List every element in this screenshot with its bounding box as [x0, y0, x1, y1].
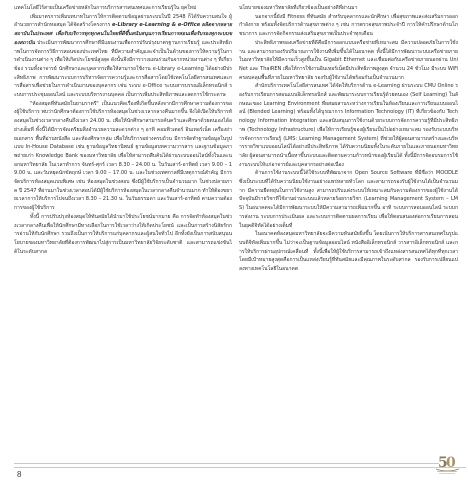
paragraph-text: ด้านการใช้งานระบบนี้ได้ใช้ระบบที่พัฒนาจาก Open Source Software ที่มีชื่อว่า MOODLE ซึ่งเป็นระบบที่ได้รับความนิยมใช้งานอย่างแพร่หลายทั่วโลก และสามารถรองรับผู้ใช้งานได้เป็นจำนวนมาก มีความยืดหยุ่นในการใช้งานสูง สามารถปรับแต่งระบบให้เหมาะสมกับความต้องการของผู้ใช้งานได้ ปัจจุบันมีรายวิชาที่ใช้งานผ่านระบบแล้วหลายร้อยรายวิชา (Learning Management System – LMS) ในอนาคตจะได้มีการพัฒนาระบบให้มีความสามารถเพิ่มมากขึ้น อาทิ ระบบการสอบออนไลน์ ระบบการส่งงาน ระบบการประเมินผล และระบบการติดตามผลการเรียน เพื่อให้ตอบสนองต่อการเรียนการสอนในยุคดิจิทัลได้อย่างเต็มที่	[239, 170, 458, 229]
footer-divider-top	[14, 463, 439, 464]
paragraph	[239, 169, 458, 230]
paragraph-text: ในอนาคตห้องสมุดมหาวิทยาลัยจะมีความทันสมัยยิ่งขึ้น โดยเน้นการให้บริการสารสนเทศในรูปแบบดิจิทัลเพิ่มมากขึ้น ไม่ว่าจะเป็นฐานข้อมูลออนไลน์ หนังสืออิเล็กทรอนิกส์ วารสารอิเล็กทรอนิกส์ และการให้บริการผ่านอุปกรณ์เคลื่อนที่ ทั้งนี้เพื่อให้ผู้ใช้บริการสามารถเข้าถึงแหล่งสารสนเทศได้ทุกที่ทุกเวลา โดยมีเป้าหมายสูงสุดคือการเป็นแหล่งเรียนรู้ที่ทันสมัยและมีคุณภาพในระดับสากล รองรับการเปลี่ยนแปลงทางเทคโนโลยีในอนาคต	[239, 231, 458, 273]
project-title: e-Library e-Learning & e-Office	[112, 22, 201, 29]
paragraph-text: "ห้องสมุดที่ทันสมัยในยามราตรี" เป็นแนวคิดเรื่องที่เกิดขึ้นหลังจากมีการศึกษาความต้องการของผู้ใช้บริการ พบว่านักศึกษาต้องการใช้บริการห้องสมุดในช่วงเวลากลางคืนมากขึ้น จึงได้เปิดให้บริการห้องสมุดในช่วงเวลากลางคืนถึงเวลา 24.00 น. เพื่อให้นักศึกษาสามารถค้นคว้าและศึกษาด้วยตนเองได้อย่างเต็มที่ ทั้งนี้ได้มีการจัดเตรียมสิ่งอำนวยความสะดวกต่าง ๆ อาทิ คอมพิวเตอร์ อินเทอร์เน็ต เครื่องถ่ายเอกสาร พื้นที่อ่านหนังสือ และห้องศึกษากลุ่ม เพื่อให้บริการอย่างครบถ้วน มีการจัดทำฐานข้อมูลในรูปแบบ In-House Database เช่น ฐานข้อมูลวิทยานิพนธ์ ฐานข้อมูลบทความวารสาร และฐานข้อมูลภาพถ่ายเก่า Knowledge Bank ของมหาวิทยาลัย เพื่อให้สามารถสืบค้นได้ผ่านระบบออนไลน์ทั้งในและนอกมหาวิทยาลัย ในเวลาทำการ จันทร์-ศุกร์ เวลา 8.30 – 24.00 น. ในวันเสาร์-อาทิตย์ เวลา 9.00 – 19.00 น. และวันหยุดนักขัตฤกษ์ เวลา 9.00 – 17.00 น. และในช่วงเทศกาลที่มีเหตุการณ์สำคัญ มีการจัดบริการห้องสมุดแบบพิเศษ เช่น ห้องสมุดในช่วงสอบ ซึ่งมีผู้ใช้บริการเป็นจำนวนมาก ในช่วงปลายภาค ปี 2547 ที่ผ่านมาในช่วงเวลาสอบได้มีผู้ใช้บริการห้องสมุดในเวลากลางคืนจำนวนมาก ทำให้ต้องขยายเวลาการให้บริการไปจนถึงเวลา 8.30 – 21.30 น. ในวันธรรมดา และวันเสาร์-อาทิตย์ ตามความต้องการของผู้ใช้บริการ	[14, 100, 232, 212]
paragraph	[239, 230, 458, 274]
paragraph	[14, 100, 232, 213]
anniversary-logo-icon	[432, 452, 462, 476]
paragraph-text: ประเมินการพัฒนาการศึกษาที่มีแผนงานเพื่อการปรับปรุงมาตรฐานการเรียนรู้ และประสิทธิภาพในการจัดการวิธีการสอนของประเทศไทย ที่มีความสำคัญและจำเป็นในด้านของการให้ความรู้ในการดำเนินงานต่าง ๆ เพื่อให้เกิดประโยชน์สูงสุด ดังนั้นจึงมีการวางแผนร่วมกันจากหน่วยงานต่าง ๆ ที่เกี่ยวข้อง รวมทั้งอาจารย์ นักศึกษาและบุคลากรเพื่อให้สามารถใช้งาน e-Library e-Learning ได้อย่างมีประสิทธิภาพ	[14, 39, 232, 81]
paragraph	[239, 4, 458, 13]
paragraph	[14, 13, 232, 100]
page-number: 8	[17, 470, 22, 479]
right-text-column	[239, 4, 458, 274]
paragraph	[239, 82, 458, 169]
paragraph	[14, 213, 232, 257]
paragraph-text: แทคโนโลยีไร้สายเป็นเครือข่ายหลักในการบริการสารสนเทศและการเรียนรู้ใน ยุคใหม่	[14, 5, 197, 11]
project-subtitle: ผลิตจากหลายสถาบันในประเทศ เพื่อรับบริการทุกทุกคนในไทยที่ดีขึ้นสนับสนุนการเรียนการสอนเพื่อรับรองทุกระบบของสถาบัน	[14, 22, 232, 46]
paragraph	[239, 13, 458, 39]
paragraph-text: สำนักบริการเทคโนโลยีสารสนเทศ ได้จัดให้บริการด้าน e-Learning ผ่านระบบ CMU Online รองรับการเรียนการสอนแบบอิเล็กทรอนิกส์ และพัฒนาระบบการเรียนรู้ด้วยตนเอง (Self Learning) ในลักษณะของ Learning Environment ที่ผสมผสานระหว่างการเรียนในห้องเรียนและการเรียนแบบออนไลน์ (Blended Learning) พร้อมทั้งได้บูรณาการ Information Technology (IT) ที่เกี่ยวข้องกับ Technology Information Integration และสนับสนุนการใช้งานด้วยระบบการจัดการความรู้ที่มีประสิทธิภาพ (Technology Infrastructure) เพื่อให้การเรียนรู้ของผู้เรียนเป็นไปอย่างเหมาะสม รองรับระบบบริหารจัดการการเรียนรู้ (LMS: Learning Management System) ที่ช่วยให้ผู้สอนสามารถสร้างและบริหารรายวิชาแบบออนไลน์ได้อย่างมีประสิทธิภาพ ได้รับความนิยมทั้งในระดับภายในและภายนอกมหาวิทยาลัย ผู้สอนสามารถนำเนื้อหาขึ้นระบบและติดตามความก้าวหน้าของผู้เรียนได้ ทั้งนี้มีการจัดอบรมการใช้งานระบบให้แก่อาจารย์และบุคลากรอย่างต่อเนื่อง	[239, 83, 458, 168]
svg-text:5: 5	[438, 455, 448, 471]
paragraph-text: นโยบายของมหาวิทยาลัยที่เกี่ยวข้องเป็นอย่างดีที่ผ่านมา	[239, 5, 358, 11]
footer-divider	[14, 467, 466, 468]
paragraph-text: เพิ่มมาตรการเพิ่มบทบาทในการให้การติดตามข้อมูลผ่านระบบในปี 2548 ก็ได้รับความสนใจ ผู้อำนวยการสำนักหอสมุด ได้จัดสร้างโครงการ	[14, 13, 232, 29]
paragraph-text: ทั้งนี้ การปรับปรุงห้องสมุดให้ทันสมัยได้นำมาใช้ประโยชน์มากมาย คือ การจัดทำห้องสมุดในช่วงเวลากลางคืนเพื่อให้นักศึกษามีทางเลือกในการใช้เวลาว่างให้เกิดประโยชน์ และเป็นการสร้างนิสัยรักการอ่านให้กับนักศึกษา รวมถึงเป็นการให้บริการแก่บุคลากรและผู้สนใจทั่วไป อีกทั้งยังเป็นการสนับสนุนนโยบายของมหาวิทยาลัยที่ต้องการพัฒนาไปสู่การเป็นมหาวิทยาลัยวิจัยระดับชาติ และสามารถแข่งขันได้ในระดับสากล	[14, 213, 232, 255]
paragraph	[14, 4, 232, 13]
paragraph-text: ประสิทธิภาพของเครือข่ายที่ดีคือมีการออกแบบเครือข่ายที่เหมาะสม มีความปลอดภัยในการใช้งาน และสามารถรองรับปริมาณการใช้งานที่เพิ่มขึ้นได้ในอนาคต ทั้งนี้ได้มีการพัฒนาระบบเครือข่ายภายในมหาวิทยาลัยให้มีความเร็วสูงขึ้นเป็น Gigabit Ethernet และเชื่อมต่อกับเครือข่ายภายนอกผ่าน UniNet และ ThaiREN เพื่อให้การใช้งานอินเทอร์เน็ตมีประสิทธิภาพสูงสุด จำนวน 24 ชั่วโมง มีระบบ WiFi ครอบคลุมพื้นที่ภายในมหาวิทยาลัย รองรับผู้ใช้งานได้พร้อมกันเป็นจำนวนมาก	[239, 39, 458, 81]
paragraph-text: นอกจากนี้ยังมี Fitness ที่ทันสมัย สำหรับบุคลากรและนักศึกษา เพื่อสุขภาพและส่งเสริมการออกกำลังกาย พร้อมทั้งจัดบริการด้านสุขภาพต่าง ๆ เช่น การตรวจสุขภาพประจำปี การให้คำปรึกษาด้านโภชนาการ และการจัดกิจกรรมส่งเสริมสุขภาพเป็นประจำทุกเดือน	[239, 13, 458, 38]
paragraph-text: การพัฒนาระบบการบริหารจัดการความรู้และการสื่อสารโดยใช้เทคโนโลยีสารสนเทศและการสื่อสารเพื่อช่วยในการดำเนินงานของบุคลากร เช่น ระบบ e-Office ระบบสารบรรณอิเล็กทรอนิกส์ ระบบการประชุมออนไลน์ และระบบบริหารงานบุคคล เป็นการเพิ่มประสิทธิภาพและลดการใช้กระดาษ	[14, 74, 232, 99]
svg-text:0: 0	[446, 455, 456, 471]
left-text-column	[14, 4, 232, 256]
paragraph	[239, 39, 458, 83]
